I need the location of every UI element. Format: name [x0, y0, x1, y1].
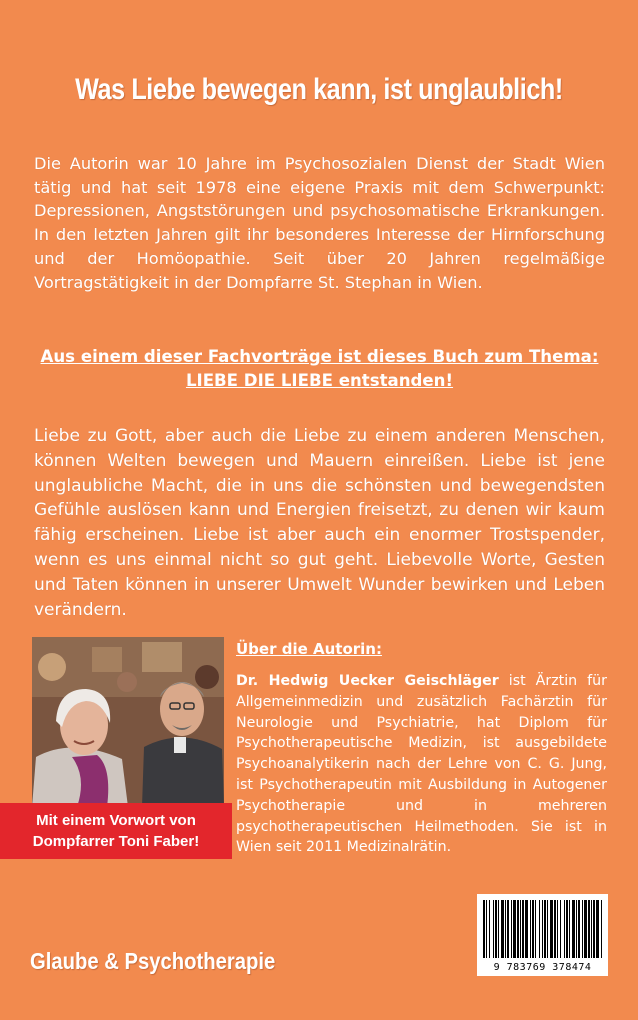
- barcode-bars: [483, 900, 602, 958]
- about-author-title: Über die Autorin:: [236, 640, 382, 658]
- isbn-number: 9 783769 378474: [493, 962, 592, 973]
- badge-line-2: Dompfarrer Toni Faber!: [32, 833, 200, 850]
- emphasis-statement: Aus einem dieser Fachvorträge ist dieses Buch zum Thema: LIEBE DIE LIEBE entstanden!: [40, 347, 599, 390]
- author-bio: ist Ärztin für Allgemeinmedizin und zusätzlich Fachärztin für Neurologie und Psychiatrie, hat Diplom für Psychotherapeutische Medizin, ist ausgebildete Psychoanalytikerin nach der Lehre von C. G. Jung, ist Psychotherapeutin mit Ausbildung in Autogener Psychotherapie und in mehreren psychotherapeutischen Heilmethoden. Sie ist in Wien seit 2011 Medizinalrätin.: [236, 673, 607, 856]
- author-intro-paragraph: Die Autorin war 10 Jahre im Psychosozialen Dienst der Stadt Wien tätig und hat seit 1978 eine eigene Praxis mit dem Schwerpunkt: Depressionen, Angststörungen und psychosomatische Erkrankungen. In den letzten Jahren gilt ihr besonderes Interesse der Hirnforschung und der Homöopathie. Seit über 20 Jahren regelmäßige Vortragstätigkeit in der Dompfarre St. Stephan in Wien.: [34, 154, 605, 292]
- love-paragraph: Liebe zu Gott, aber auch die Liebe zu einem anderen Menschen, können Welten bewegen und Mauern einreißen. Liebe ist jene unglaubliche Macht, die in uns die schönsten und bewegendsten Gefühle auslösen kann und Energien freisetzt, zu denen wir kaum fähig erscheinen. Liebe ist aber auch ein enormer Trostspender, wenn es uns einmal nicht so gut geht. Liebevolle Worte, Gesten und Taten können in unserer Umwelt Wunder bewirken und Leben verändern.: [34, 426, 605, 620]
- badge-line-1: Mit einem Vorwort von: [36, 812, 196, 829]
- about-author-body: [236, 671, 607, 858]
- author-photo: [32, 637, 224, 807]
- foreword-badge: [0, 803, 232, 859]
- headline: Was Liebe bewegen kann, ist unglaublich!: [75, 73, 563, 106]
- author-name: Dr. Hedwig Uecker Geischläger: [236, 673, 499, 689]
- series-title: Glaube & Psychotherapie: [30, 948, 276, 974]
- barcode: [477, 894, 608, 976]
